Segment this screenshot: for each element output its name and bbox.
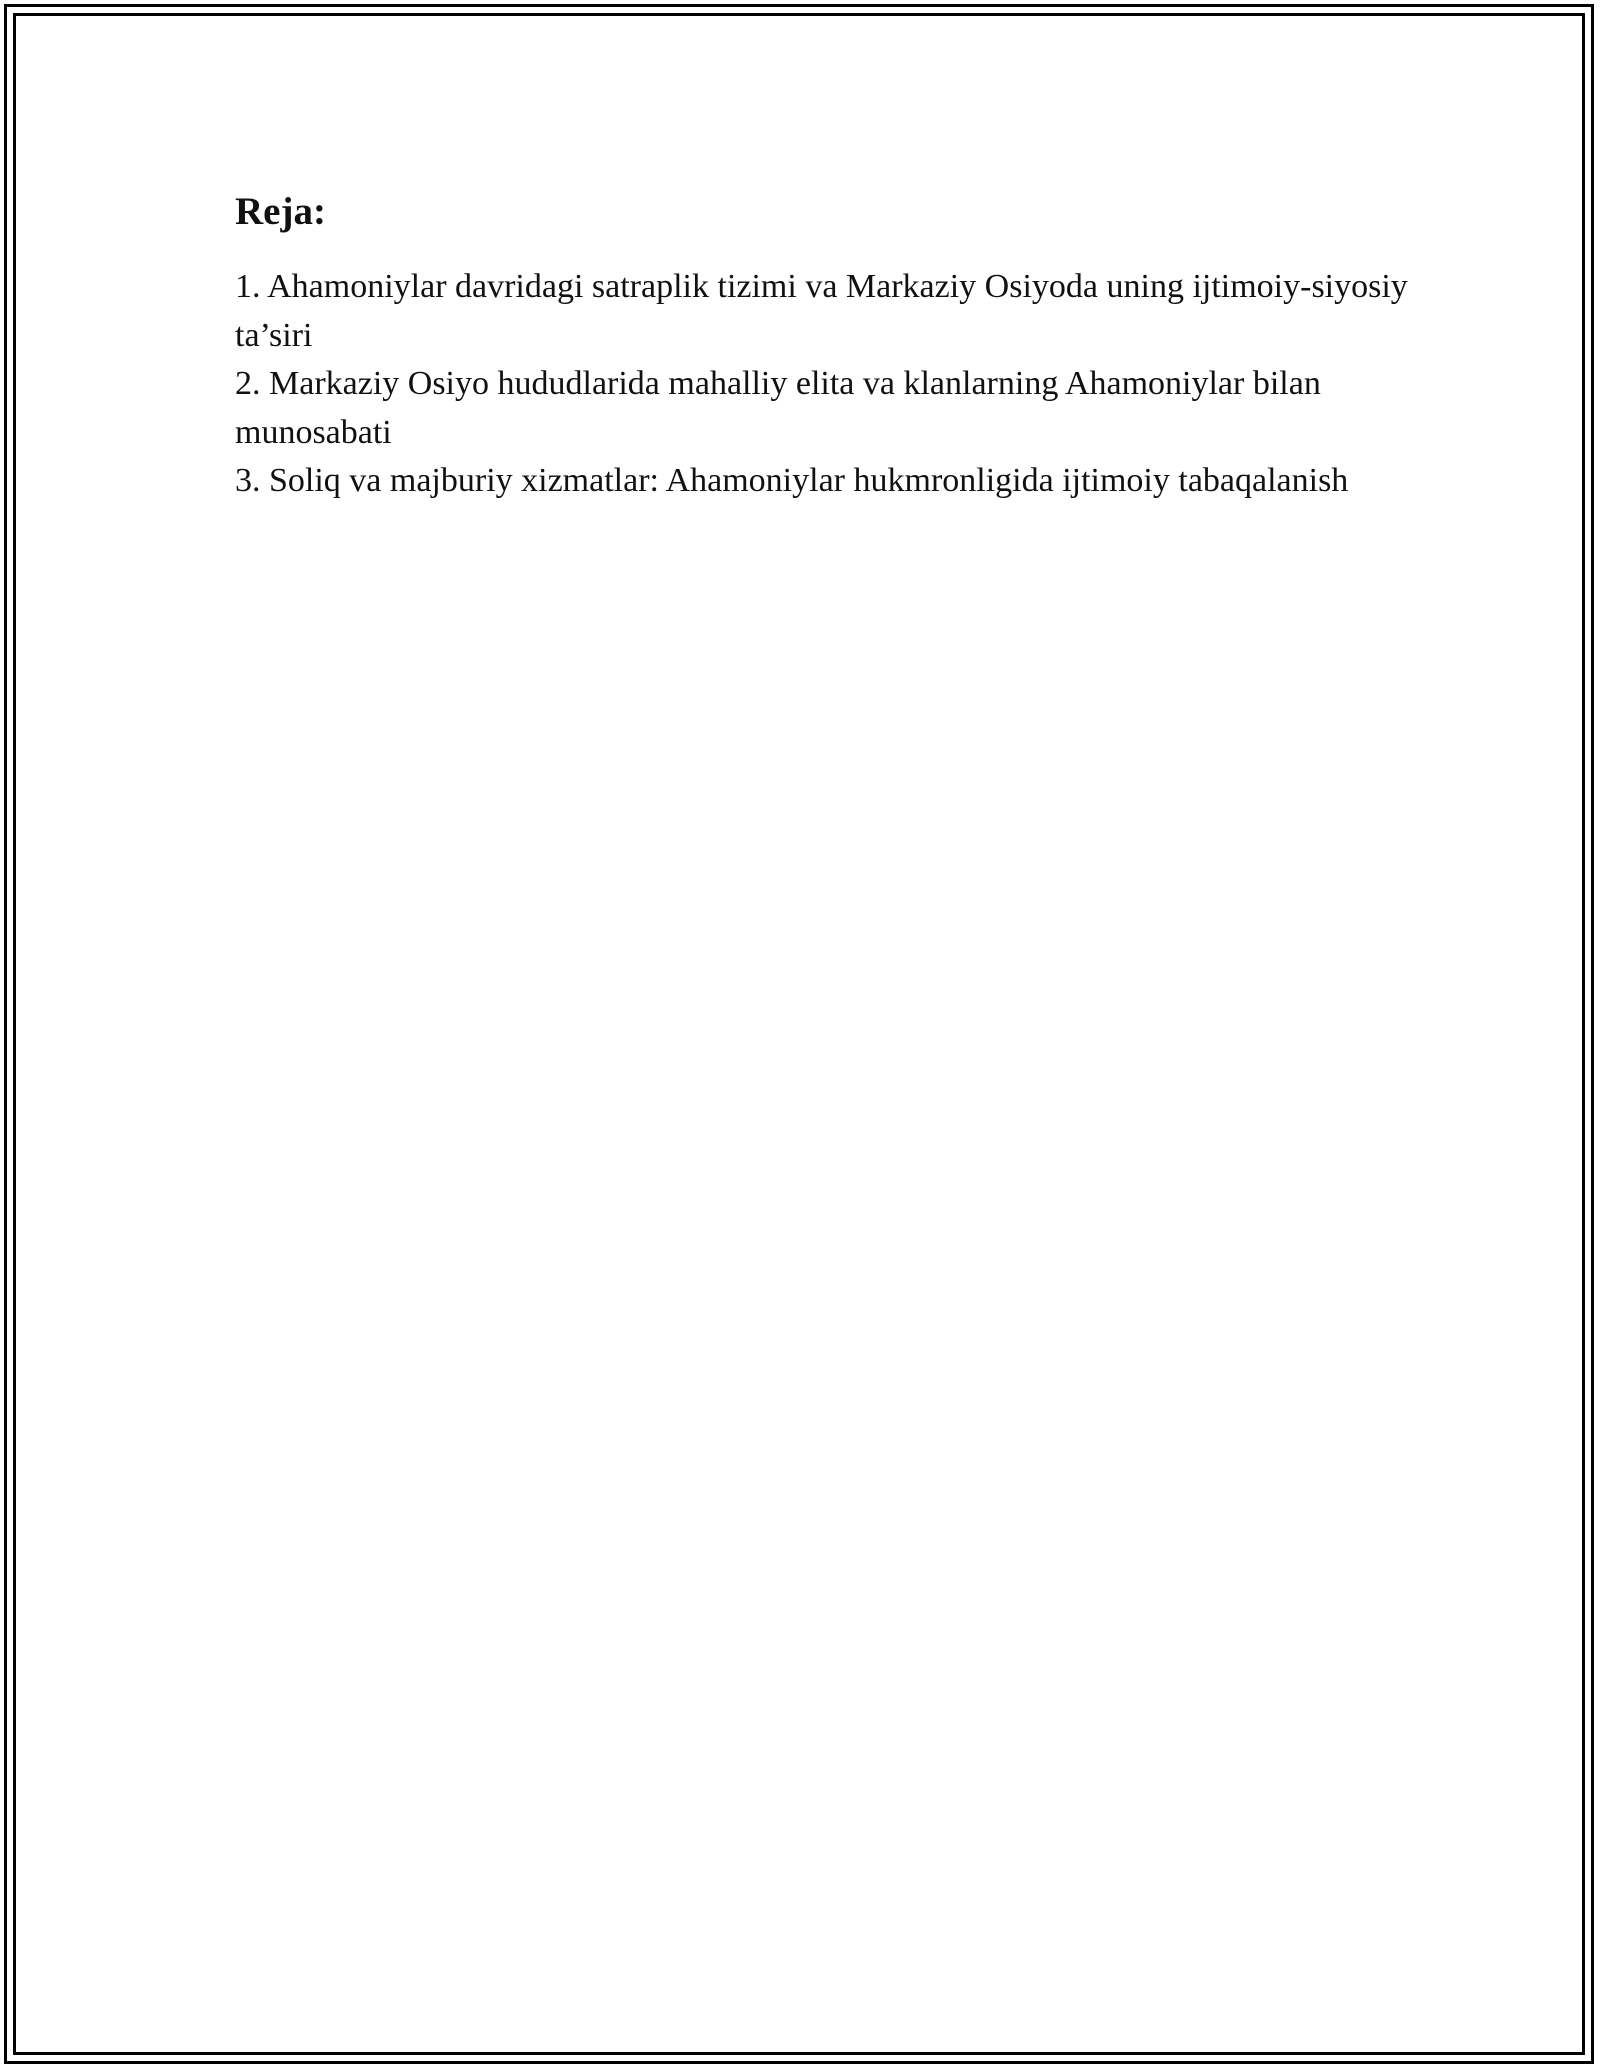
- document-body: [235, 186, 1415, 506]
- plan-item-2: 2. Markaziy Osiyo hududlarida mahalliy elita va klanlarning Ahamoniylar bilan munosabati: [235, 365, 1321, 451]
- plan-item-1: 1. Ahamoniylar davridagi satraplik tizimi va Markaziy Osiyoda uning ijtimoiy-siyosiy ta’siri: [235, 268, 1408, 354]
- page-title: Reja:: [235, 190, 326, 233]
- plan-list: [235, 263, 1415, 506]
- plan-item-3: 3. Soliq va majburiy xizmatlar: Ahamoniylar hukmronligida ijtimoiy tabaqalanish: [235, 462, 1349, 499]
